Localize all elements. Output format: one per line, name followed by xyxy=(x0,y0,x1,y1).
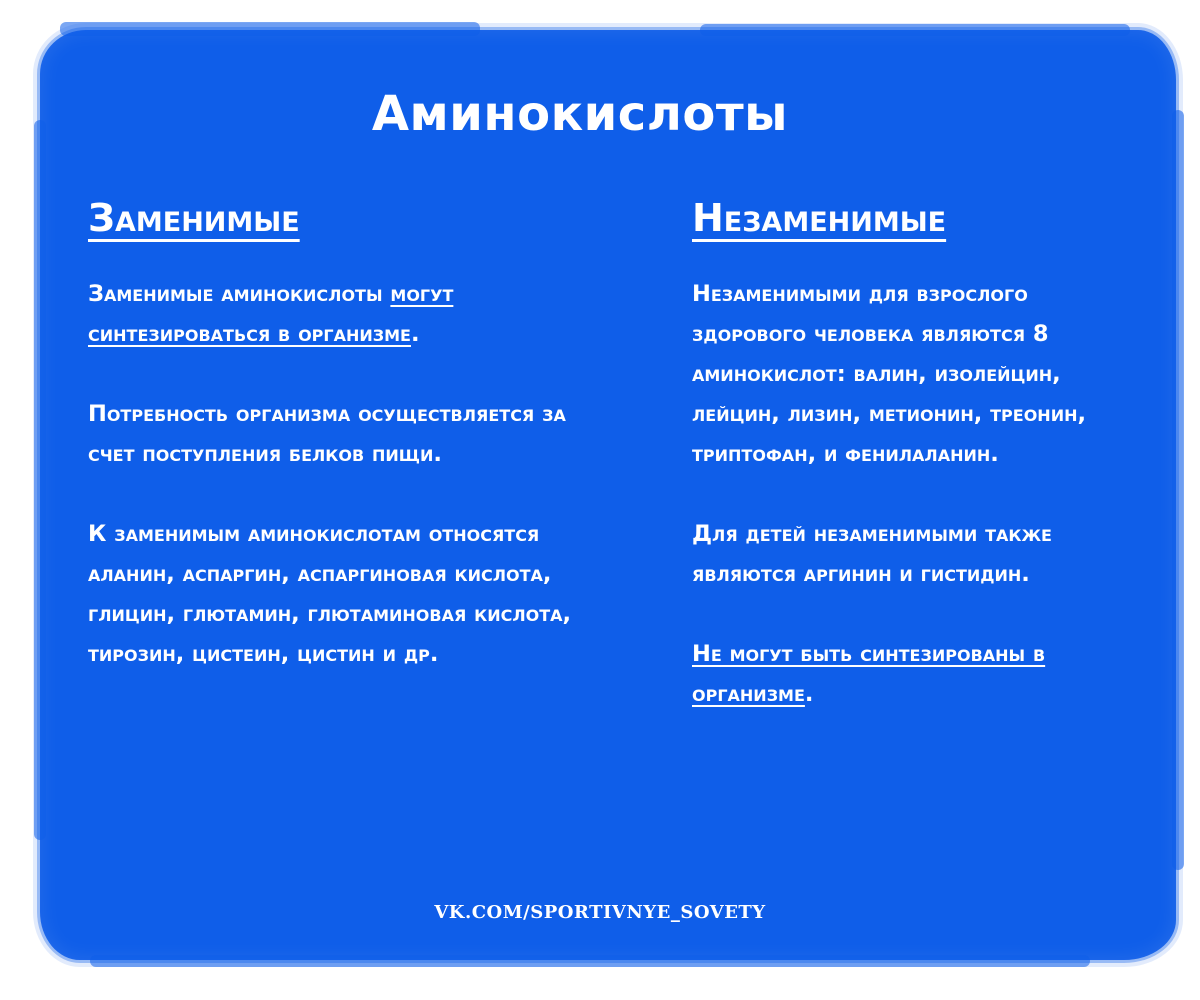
essential-paragraph-1: Незаменимыми для взрослого здорового человека являются 8 аминокислот: валин, изолейцин, лейцин, лизин, метионин, треонин, триптофан, и фенилаланин. xyxy=(692,281,1087,467)
essential-p3-end: . xyxy=(804,681,814,707)
brush-stroke xyxy=(1172,110,1184,870)
essential-p3-underlined: Не могут быть синтезированы в организме xyxy=(692,641,1046,707)
replaceable-column xyxy=(88,192,608,714)
replaceable-p1-start: Заменимые аминокислоты xyxy=(88,281,391,307)
brush-stroke xyxy=(700,24,1130,36)
page-title: Аминокислоты xyxy=(371,86,789,142)
essential-paragraph-3 xyxy=(692,634,1142,714)
essential-column xyxy=(692,192,1142,754)
replaceable-heading: Заменимые xyxy=(88,196,300,240)
replaceable-paragraph-2: Потребность организма осуществляется за счет поступления белков пищи. xyxy=(88,401,566,467)
essential-paragraph-2: Для детей незаменимыми также являются аргинин и гистидин. xyxy=(692,521,1052,587)
brush-stroke xyxy=(34,120,46,840)
essential-heading: Незаменимые xyxy=(692,196,947,240)
replaceable-p1-underlined: могут синтезироваться в организме xyxy=(88,281,454,347)
replaceable-paragraph-3: К заменимым аминокислотам относятся аланин, аспаргин, аспаргиновая кислота, глицин, глютамин, глютаминовая кислота, тирозин, цистеин, цистин и др. xyxy=(88,521,572,667)
replaceable-p1-end: . xyxy=(410,321,420,347)
source-url: VK.COM/SPORTIVNYE_SOVETY xyxy=(434,902,766,923)
brush-stroke xyxy=(60,22,480,36)
brush-stroke xyxy=(90,955,1090,967)
replaceable-paragraph-1 xyxy=(88,274,608,354)
